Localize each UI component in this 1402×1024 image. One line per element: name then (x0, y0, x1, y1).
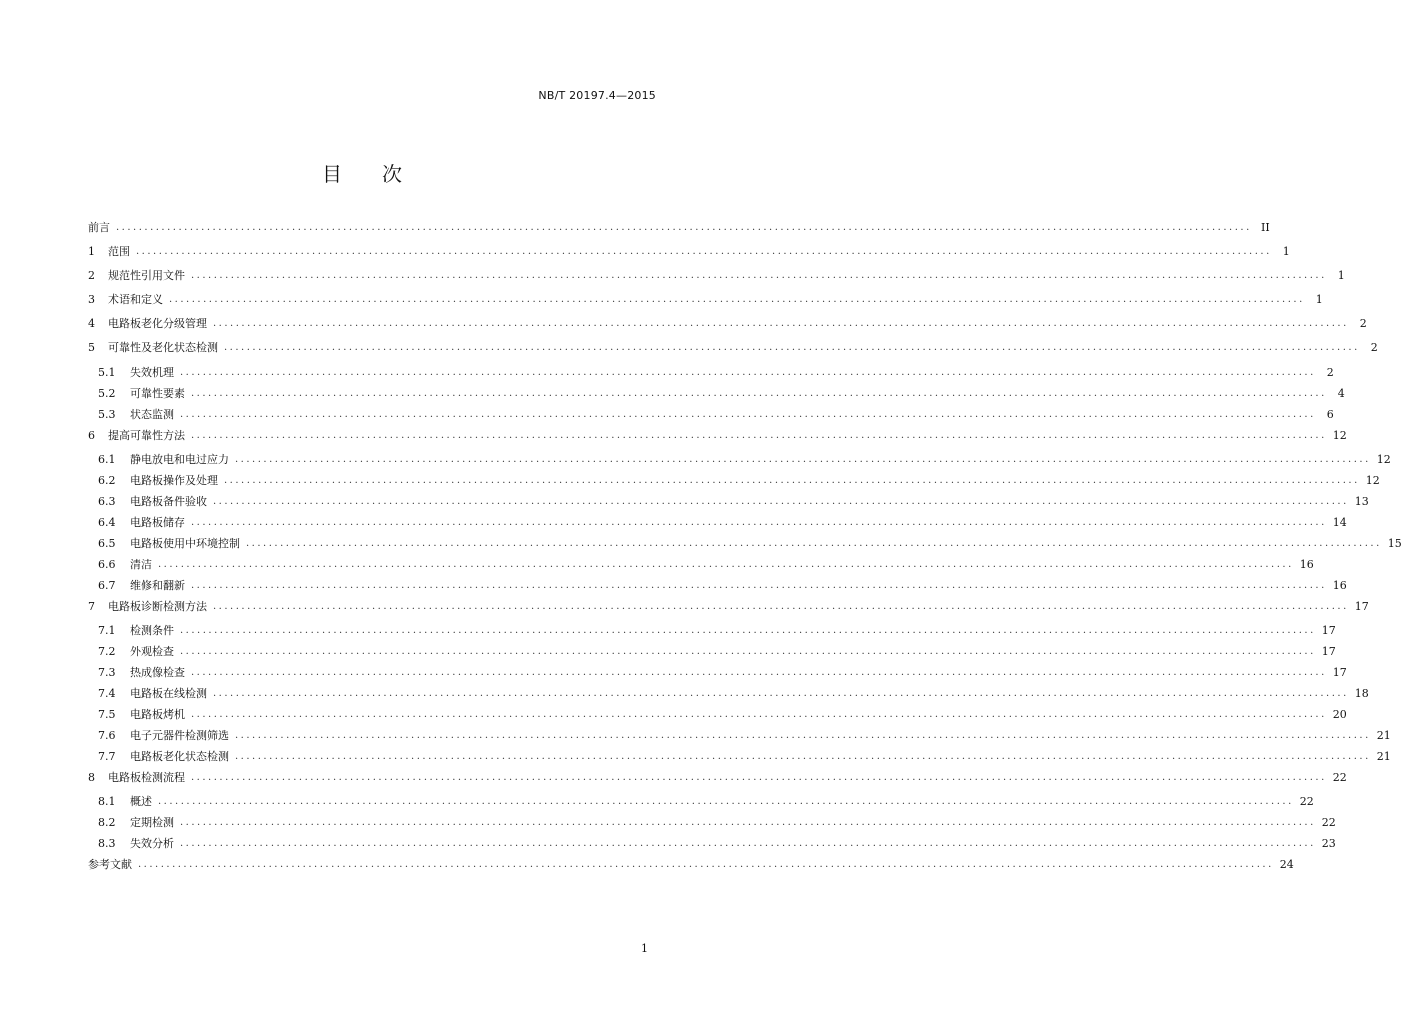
toc-entry-label: 电路板检测流程 (108, 770, 185, 784)
toc-entry-number: 6 (88, 428, 95, 442)
toc-entry-number: 8 (88, 770, 95, 784)
standard-number: NB/T 20197.4—2015 (538, 89, 656, 102)
toc-entry-label: 可靠性要素 (130, 386, 185, 400)
toc-entry-number: 6.6 (98, 557, 116, 571)
toc-entry-label: 电路板诊断检测方法 (108, 599, 207, 613)
toc-subentry[interactable] (88, 555, 1314, 575)
toc-entry-label: 电路板老化分级管理 (108, 317, 207, 331)
toc-entry[interactable] (88, 242, 1290, 262)
toc-entry-label: 热成像检查 (130, 665, 185, 679)
toc-entry-number: 7.7 (98, 749, 116, 763)
toc-entry-page: 20 (1332, 707, 1347, 721)
toc-entry-label: 维修和翻新 (130, 578, 185, 592)
toc-entry-number: 7.6 (98, 728, 116, 742)
dot-leader: ........................................................................................................................................................................................................ (138, 858, 1274, 870)
toc-entry-number: 8.2 (98, 815, 116, 829)
dot-leader: ........................................................................................................................................................................................................ (235, 729, 1371, 741)
toc-entry-number: 8.1 (98, 794, 116, 808)
toc-entry-label: 电子元器件检测筛选 (130, 728, 229, 742)
toc-entry-label: 外观检查 (130, 644, 174, 658)
dot-leader: ........................................................................................................................................................................................................ (180, 837, 1316, 849)
toc-entry-page: 2 (1370, 341, 1378, 355)
toc-subentry[interactable] (88, 705, 1347, 725)
toc-entry-number: 6.1 (98, 452, 116, 466)
dot-leader: ........................................................................................................................................................................................................ (180, 408, 1316, 420)
toc-subentry[interactable] (88, 642, 1336, 662)
toc-entry-number: 6.5 (98, 536, 116, 550)
toc-entry-label: 定期检测 (130, 815, 174, 829)
toc-entry-page: 16 (1332, 578, 1347, 592)
toc-entry-label: 电路板备件验收 (130, 494, 207, 508)
toc-entry-number: 7.3 (98, 665, 116, 679)
toc-entry-page: 13 (1354, 494, 1369, 508)
toc-subentry[interactable] (88, 663, 1347, 683)
table-of-contents (88, 218, 1402, 879)
toc-entry-number: 6.3 (98, 494, 116, 508)
toc-entry-label: 术语和定义 (108, 293, 163, 307)
toc-entry-number: 5.1 (98, 365, 116, 379)
dot-leader: ........................................................................................................................................................................................................ (169, 294, 1305, 306)
toc-entry-number: 2 (88, 269, 95, 283)
toc-entry-page: 17 (1332, 665, 1347, 679)
toc-entry[interactable] (88, 266, 1345, 286)
toc-entry-page: 6 (1326, 407, 1334, 421)
toc-entry-number: 3 (88, 293, 95, 307)
toc-entry-number: 1 (88, 245, 95, 259)
toc-entry-label: 电路板储存 (130, 515, 185, 529)
toc-entry-page: 1 (1337, 269, 1345, 283)
dot-leader: ........................................................................................................................................................................................................ (191, 516, 1327, 528)
dot-leader: ........................................................................................................................................................................................................ (213, 600, 1349, 612)
toc-entry-page: 1 (1282, 245, 1290, 259)
dot-leader: ........................................................................................................................................................................................................ (235, 453, 1371, 465)
toc-entry-page: II (1261, 221, 1270, 234)
toc-entry[interactable] (88, 218, 1270, 238)
toc-entry-page: 23 (1321, 836, 1336, 850)
dot-leader: ........................................................................................................................................................................................................ (158, 558, 1294, 570)
toc-entry-number: 5.2 (98, 386, 116, 400)
toc-entry-number: 7 (88, 599, 95, 613)
toc-entry-page: 17 (1354, 599, 1369, 613)
toc-entry-number: 6.7 (98, 578, 116, 592)
toc-entry[interactable] (88, 855, 1294, 875)
toc-entry-label: 前言 (88, 221, 110, 234)
toc-subentry[interactable] (88, 450, 1391, 470)
toc-entry-number: 7.2 (98, 644, 116, 658)
dot-leader: ........................................................................................................................................................................................................ (191, 771, 1327, 783)
toc-entry-number: 6.4 (98, 515, 116, 529)
dot-leader: ........................................................................................................................................................................................................ (191, 666, 1327, 678)
toc-entry[interactable] (88, 314, 1367, 334)
dot-leader: ........................................................................................................................................................................................................ (136, 246, 1272, 258)
toc-entry-label: 电路板烤机 (130, 707, 185, 721)
toc-subentry[interactable] (88, 576, 1347, 596)
dot-leader: ........................................................................................................................................................................................................ (213, 318, 1349, 330)
title-char-2: 次 (382, 162, 402, 186)
toc-entry-number: 7.4 (98, 686, 116, 700)
dot-leader: ........................................................................................................................................................................................................ (235, 750, 1371, 762)
toc-entry-page: 14 (1332, 515, 1347, 529)
toc-entry-page: 1 (1315, 293, 1323, 307)
toc-subentry[interactable] (88, 813, 1336, 833)
toc-entry-label: 失效分析 (130, 836, 174, 850)
toc-subentry[interactable] (88, 726, 1391, 746)
toc-entry-label: 概述 (130, 794, 152, 808)
toc-entry-page: 2 (1326, 365, 1334, 379)
toc-entry-page: 17 (1321, 644, 1336, 658)
dot-leader: ........................................................................................................................................................................................................ (180, 366, 1316, 378)
toc-entry-page: 21 (1376, 728, 1391, 742)
toc-entry-number: 6.2 (98, 473, 116, 487)
toc-entry-page: 22 (1299, 794, 1314, 808)
dot-leader: ........................................................................................................................................................................................................ (224, 342, 1360, 354)
toc-subentry[interactable] (88, 747, 1391, 767)
toc-entry-page: 12 (1376, 452, 1391, 466)
toc-entry-page: 21 (1376, 749, 1391, 763)
dot-leader: ........................................................................................................................................................................................................ (191, 708, 1327, 720)
dot-leader: ........................................................................................................................................................................................................ (224, 474, 1360, 486)
toc-entry-page: 2 (1359, 317, 1367, 331)
toc-entry-page: 22 (1321, 815, 1336, 829)
dot-leader: ........................................................................................................................................................................................................ (191, 429, 1327, 441)
toc-subentry[interactable] (88, 534, 1402, 554)
toc-entry-page: 17 (1321, 623, 1336, 637)
toc-entry-page: 24 (1279, 857, 1294, 871)
toc-entry-page: 18 (1354, 686, 1369, 700)
toc-entry-number: 4 (88, 317, 95, 331)
toc-entry-label: 失效机理 (130, 365, 174, 379)
toc-entry-label: 检测条件 (130, 623, 174, 637)
toc-entry-page: 15 (1387, 536, 1402, 550)
dot-leader: ........................................................................................................................................................................................................ (191, 387, 1327, 399)
title-char-1: 目 (322, 162, 342, 186)
toc-entry-number: 5.3 (98, 407, 116, 421)
toc-entry-page: 16 (1299, 557, 1314, 571)
dot-leader: ........................................................................................................................................................................................................ (191, 579, 1327, 591)
dot-leader: ........................................................................................................................................................................................................ (180, 645, 1316, 657)
toc-subentry[interactable] (88, 621, 1336, 641)
toc-entry-label: 提高可靠性方法 (108, 428, 185, 442)
toc-entry-page: 4 (1337, 386, 1345, 400)
toc-subentry[interactable] (88, 513, 1347, 533)
toc-entry[interactable] (88, 338, 1378, 358)
toc-entry-number: 5 (88, 341, 95, 355)
dot-leader: ........................................................................................................................................................................................................ (246, 537, 1382, 549)
toc-entry[interactable] (88, 597, 1369, 617)
toc-entry-number: 7.1 (98, 623, 116, 637)
toc-entry-page: 22 (1332, 770, 1347, 784)
toc-entry-number: 8.3 (98, 836, 116, 850)
toc-subentry[interactable] (88, 471, 1380, 491)
dot-leader: ........................................................................................................................................................................................................ (213, 495, 1349, 507)
toc-entry-label: 静电放电和电过应力 (130, 452, 229, 466)
toc-subentry[interactable] (88, 384, 1345, 404)
dot-leader: ........................................................................................................................................................................................................ (158, 795, 1294, 807)
toc-subentry[interactable] (88, 363, 1334, 383)
toc-entry-number: 7.5 (98, 707, 116, 721)
toc-entry-label: 状态监测 (130, 407, 174, 421)
toc-entry-label: 参考文献 (88, 857, 132, 871)
page-number: 1 (641, 942, 648, 955)
toc-subentry[interactable] (88, 492, 1369, 512)
toc-entry-page: 12 (1332, 428, 1347, 442)
toc-entry-page: 12 (1365, 473, 1380, 487)
toc-entry[interactable] (88, 426, 1347, 446)
dot-leader: ........................................................................................................................................................................................................ (191, 270, 1327, 282)
toc-subentry[interactable] (88, 684, 1369, 704)
dot-leader: ........................................................................................................................................................................................................ (213, 687, 1349, 699)
toc-entry-label: 电路板操作及处理 (130, 473, 218, 487)
page-title (0, 158, 724, 187)
dot-leader: ........................................................................................................................................................................................................ (180, 816, 1316, 828)
toc-entry[interactable] (88, 290, 1323, 310)
toc-entry-label: 电路板老化状态检测 (130, 749, 229, 763)
toc-subentry[interactable] (88, 834, 1336, 854)
toc-subentry[interactable] (88, 792, 1314, 812)
toc-entry-label: 电路板在线检测 (130, 686, 207, 700)
toc-entry-label: 清洁 (130, 557, 152, 571)
dot-leader: ........................................................................................................................................................................................................ (180, 624, 1316, 636)
toc-entry-label: 电路板使用中环境控制 (130, 536, 240, 550)
dot-leader: ........................................................................................................................................................................................................ (116, 222, 1252, 233)
toc-entry[interactable] (88, 768, 1347, 788)
toc-entry-label: 可靠性及老化状态检测 (108, 341, 218, 355)
toc-subentry[interactable] (88, 405, 1334, 425)
toc-entry-label: 规范性引用文件 (108, 269, 185, 283)
toc-entry-label: 范围 (108, 245, 130, 259)
